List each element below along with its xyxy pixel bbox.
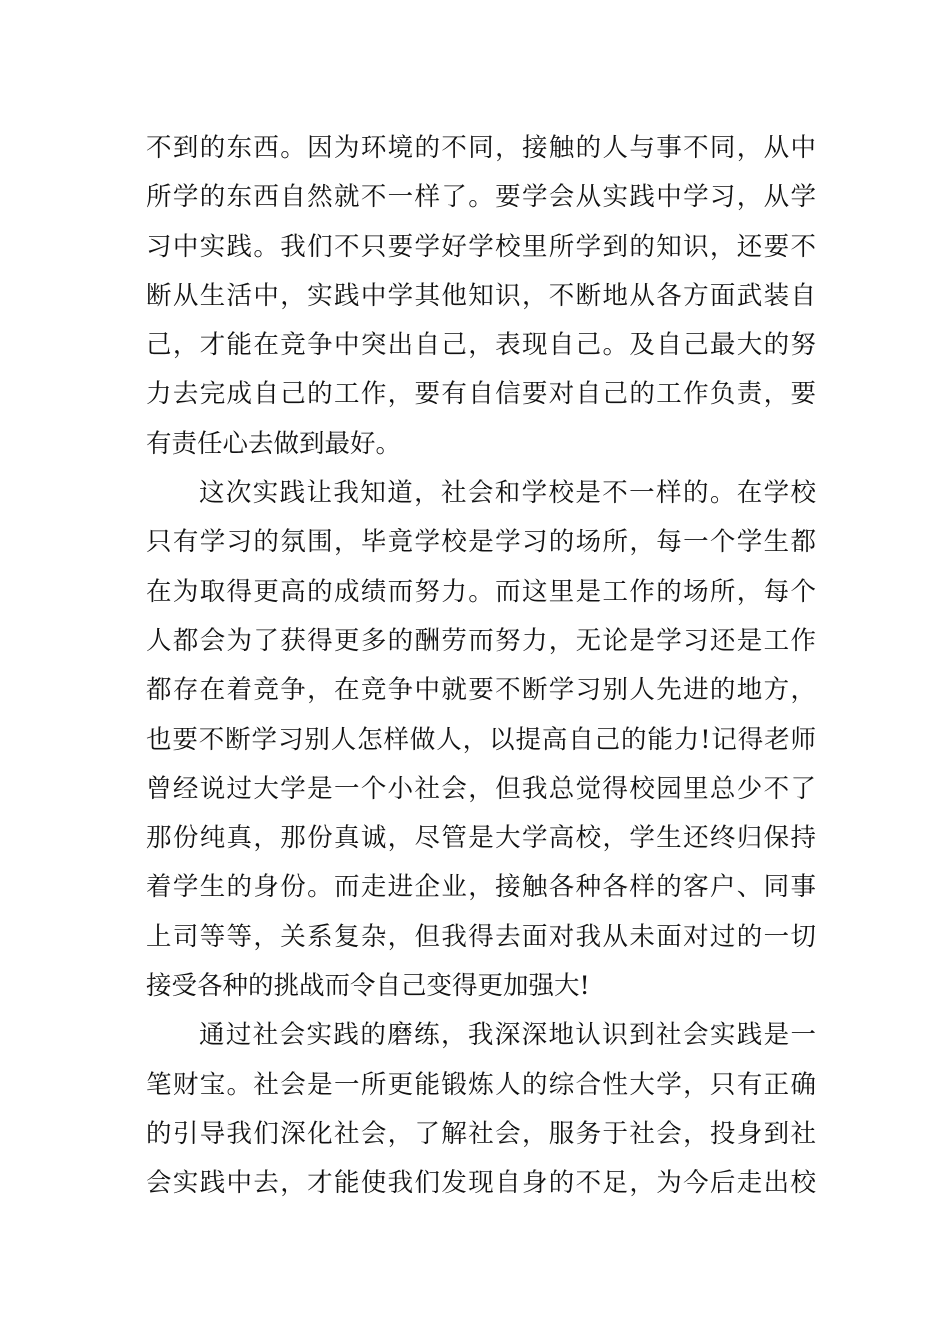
text-line: 力去完成自己的工作，要有自信要对自己的工作负责，要 (146, 379, 816, 410)
text-line: 都存在着竞争，在竞争中就要不断学习别人先进的地方， (146, 675, 816, 706)
text-line: 这次实践让我知道，社会和学校是不一样的。在学校 (199, 478, 816, 509)
text-line: 曾经说过大学是一个小社会，但我总觉得校园里总少不了 (146, 773, 816, 804)
text-line: 接受各种的挑战而令自己变得更加强大! (146, 971, 590, 1002)
text-line: 有责任心去做到最好。 (146, 428, 402, 459)
text-line: 也要不断学习别人怎样做人，以提高自己的能力!记得老师 (146, 724, 816, 755)
text-line: 只有学习的氛围，毕竟学校是学习的场所，每一个学生都 (146, 527, 816, 558)
text-line: 所学的东西自然就不一样了。要学会从实践中学习，从学 (146, 182, 816, 213)
body-text (146, 124, 816, 1209)
text-line: 着学生的身份。而走进企业，接触各种各样的客户、同事 (146, 872, 816, 903)
text-line: 会实践中去，才能使我们发现自身的不足，为今后走出校 (146, 1168, 816, 1199)
text-line: 习中实践。我们不只要学好学校里所学到的知识，还要不 (146, 231, 816, 262)
text-line: 不到的东西。因为环境的不同，接触的人与事不同，从中 (146, 133, 816, 163)
text-line: 在为取得更高的成绩而努力。而这里是工作的场所，每个 (146, 576, 816, 607)
text-line: 的引导我们深化社会，了解社会，服务于社会，投身到社 (146, 1118, 816, 1149)
text-line: 己，才能在竞争中突出自己，表现自己。及自己最大的努 (146, 330, 816, 361)
text-line: 断从生活中，实践中学其他知识，不断地从各方面武装自 (146, 280, 816, 311)
text-line: 人都会为了获得更多的酬劳而努力，无论是学习还是工作 (146, 625, 816, 656)
text-line: 通过社会实践的磨练，我深深地认识到社会实践是一 (199, 1020, 816, 1051)
text-line: 笔财宝。社会是一所更能锻炼人的综合性大学，只有正确 (146, 1069, 816, 1100)
text-line: 上司等等，关系复杂，但我得去面对我从未面对过的一切 (146, 921, 816, 952)
text-line: 那份纯真，那份真诚，尽管是大学高校，学生还终归保持 (146, 823, 816, 854)
